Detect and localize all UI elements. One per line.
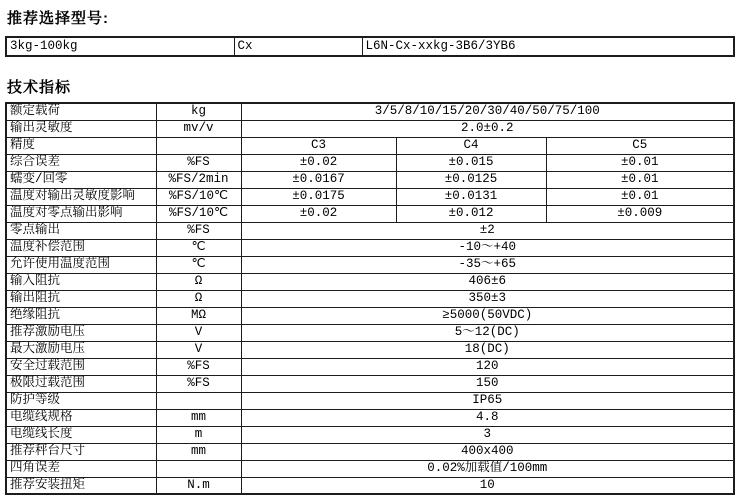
spec-value-cell: ±0.012 <box>396 205 546 222</box>
spec-value-cell: C3 <box>241 137 396 154</box>
spec-unit-cell: ℃ <box>156 256 241 273</box>
model-selection-heading: 推荐选择型号: <box>7 10 109 27</box>
spec-value-cell: 150 <box>241 375 734 392</box>
spec-value-cell: ±0.01 <box>546 154 734 171</box>
tech-specs-heading: 技术指标 <box>7 79 72 96</box>
spec-row <box>6 120 734 137</box>
spec-label-cell: 精度 <box>6 137 156 154</box>
spec-label-cell: 允许使用温度范围 <box>6 256 156 273</box>
spec-value-cell: ±0.0131 <box>396 188 546 205</box>
spec-label-cell: 额定载荷 <box>6 103 156 120</box>
spec-value-cell: ±0.0175 <box>241 188 396 205</box>
spec-value-cell: ±0.02 <box>241 154 396 171</box>
spec-row <box>6 324 734 341</box>
spec-label-cell: 极限过载范围 <box>6 375 156 392</box>
spec-label-cell: 蠕变/回零 <box>6 171 156 188</box>
spec-value-cell: C4 <box>396 137 546 154</box>
spec-value-cell: 4.8 <box>241 409 734 426</box>
model-series-cell: Cx <box>234 37 362 56</box>
spec-value-cell: 3 <box>241 426 734 443</box>
spec-label-cell: 推荐秤台尺寸 <box>6 443 156 460</box>
spec-row <box>6 188 734 205</box>
spec-row <box>6 460 734 477</box>
spec-label-cell: 零点输出 <box>6 222 156 239</box>
spec-row <box>6 443 734 460</box>
spec-unit-cell: mm <box>156 443 241 460</box>
spec-unit-cell: Ω <box>156 290 241 307</box>
spec-row <box>6 307 734 324</box>
spec-value-cell: ±0.015 <box>396 154 546 171</box>
spec-row <box>6 222 734 239</box>
spec-value-cell: ±0.0125 <box>396 171 546 188</box>
spec-value-cell: -35～+65 <box>241 256 734 273</box>
model-row <box>6 37 734 56</box>
spec-label-cell: 温度补偿范围 <box>6 239 156 256</box>
spec-unit-cell: %FS <box>156 375 241 392</box>
model-selection-table <box>5 36 735 57</box>
spec-unit-cell: %FS/10℃ <box>156 205 241 222</box>
spec-label-cell: 安全过载范围 <box>6 358 156 375</box>
spec-value-cell: 3/5/8/10/15/20/30/40/50/75/100 <box>241 103 734 120</box>
spec-row <box>6 426 734 443</box>
spec-row <box>6 273 734 290</box>
spec-row <box>6 154 734 171</box>
spec-value-cell: 0.02%加载值/100mm <box>241 460 734 477</box>
spec-value-cell: IP65 <box>241 392 734 409</box>
spec-label-cell: 输出阻抗 <box>6 290 156 307</box>
spec-value-cell: -10～+40 <box>241 239 734 256</box>
spec-label-cell: 电缆线规格 <box>6 409 156 426</box>
spec-value-cell: 10 <box>241 477 734 494</box>
spec-row <box>6 290 734 307</box>
spec-label-cell: 绝缘阻抗 <box>6 307 156 324</box>
spec-value-cell: 350±3 <box>241 290 734 307</box>
spec-value-cell: ≥5000(50VDC) <box>241 307 734 324</box>
spec-row <box>6 137 734 154</box>
spec-label-cell: 推荐安装扭矩 <box>6 477 156 494</box>
spec-value-cell: 18(DC) <box>241 341 734 358</box>
spec-value-cell: ±0.02 <box>241 205 396 222</box>
spec-row <box>6 171 734 188</box>
spec-label-cell: 推荐激励电压 <box>6 324 156 341</box>
spec-row <box>6 256 734 273</box>
spec-unit-cell <box>156 392 241 409</box>
spec-row <box>6 341 734 358</box>
spec-unit-cell: mm <box>156 409 241 426</box>
spec-unit-cell: m <box>156 426 241 443</box>
spec-label-cell: 四角误差 <box>6 460 156 477</box>
spec-unit-cell: ℃ <box>156 239 241 256</box>
spec-label-cell: 输出灵敏度 <box>6 120 156 137</box>
spec-value-cell: ±0.01 <box>546 171 734 188</box>
spec-unit-cell: mv/v <box>156 120 241 137</box>
spec-value-cell: 400x400 <box>241 443 734 460</box>
spec-unit-cell: %FS <box>156 154 241 171</box>
spec-value-cell: 406±6 <box>241 273 734 290</box>
spec-value-cell: 5～12(DC) <box>241 324 734 341</box>
spec-row <box>6 409 734 426</box>
spec-unit-cell: V <box>156 324 241 341</box>
spec-row <box>6 477 734 494</box>
spec-unit-cell: kg <box>156 103 241 120</box>
spec-value-cell: 120 <box>241 358 734 375</box>
spec-unit-cell: %FS/2min <box>156 171 241 188</box>
spec-unit-cell: MΩ <box>156 307 241 324</box>
spec-value-cell: ±0.009 <box>546 205 734 222</box>
spec-label-cell: 最大激励电压 <box>6 341 156 358</box>
model-number-cell: L6N-Cx-xxkg-3B6/3YB6 <box>362 37 734 56</box>
tech-specs-table <box>5 102 735 495</box>
spec-label-cell: 温度对零点输出影响 <box>6 205 156 222</box>
spec-label-cell: 电缆线长度 <box>6 426 156 443</box>
spec-row <box>6 239 734 256</box>
spec-unit-cell: Ω <box>156 273 241 290</box>
spec-unit-cell <box>156 137 241 154</box>
spec-row <box>6 392 734 409</box>
spec-unit-cell: %FS/10℃ <box>156 188 241 205</box>
spec-label-cell: 综合误差 <box>6 154 156 171</box>
spec-label-cell: 温度对输出灵敏度影响 <box>6 188 156 205</box>
spec-row <box>6 358 734 375</box>
spec-unit-cell: V <box>156 341 241 358</box>
spec-unit-cell: N.m <box>156 477 241 494</box>
spec-unit-cell <box>156 460 241 477</box>
spec-label-cell: 输入阻抗 <box>6 273 156 290</box>
spec-value-cell: ±0.01 <box>546 188 734 205</box>
spec-value-cell: ±0.0167 <box>241 171 396 188</box>
model-range-cell: 3kg-100kg <box>6 37 234 56</box>
spec-row <box>6 103 734 120</box>
spec-row <box>6 205 734 222</box>
spec-unit-cell: %FS <box>156 222 241 239</box>
spec-value-cell: 2.0±0.2 <box>241 120 734 137</box>
spec-label-cell: 防护等级 <box>6 392 156 409</box>
spec-unit-cell: %FS <box>156 358 241 375</box>
spec-row <box>6 375 734 392</box>
spec-value-cell: C5 <box>546 137 734 154</box>
spec-value-cell: ±2 <box>241 222 734 239</box>
